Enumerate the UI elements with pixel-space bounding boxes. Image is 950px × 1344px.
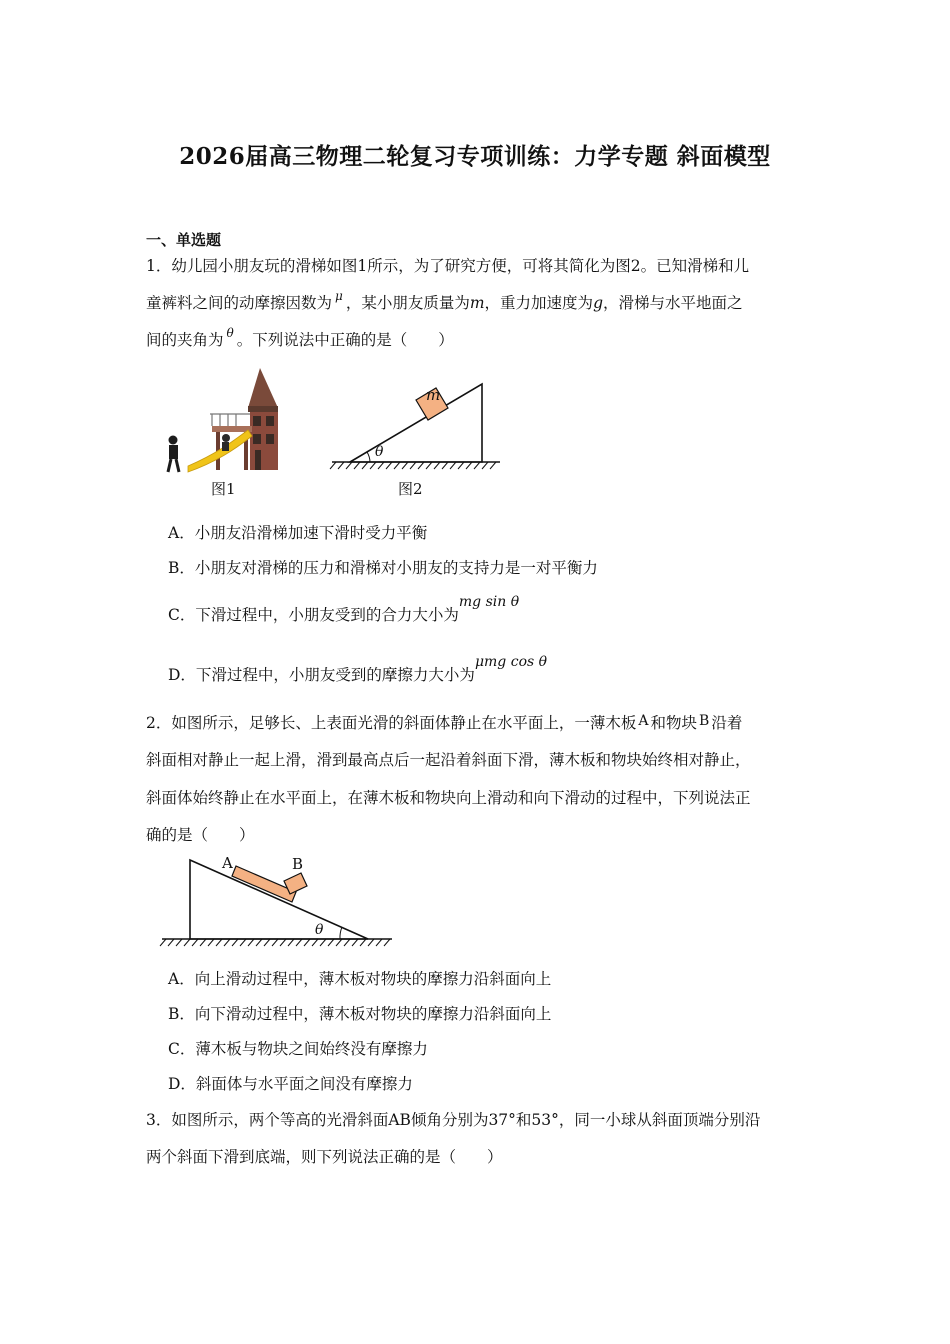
q3-line-1: 3．如图所示，两个等高的光滑斜面AB倾角分别为37°和53°，同一小球从斜面顶端分别沿 xyxy=(146,1111,761,1129)
option-d-text: D．下滑过程中，小朋友受到的摩擦力大小为 xyxy=(168,666,475,684)
q2-text: 2．如图所示，足够长、上表面光滑的斜面体静止在水平面上，一薄木板 xyxy=(146,714,637,732)
q3-line-2: 两个斜面下滑到底端，则下列说法正确的是（ ） xyxy=(146,1148,503,1166)
figure-2-incline-diagram xyxy=(330,370,505,470)
q1-line-3 xyxy=(146,328,454,350)
block-b-label: B xyxy=(292,855,304,873)
q1-option-d[interactable] xyxy=(168,654,548,685)
option-c-text: C．下滑过程中，小朋友受到的合力大小为 xyxy=(168,606,459,624)
figure-1-slide-image xyxy=(160,368,284,474)
g-symbol: g xyxy=(593,294,603,312)
q2-option-a[interactable]: A．向上滑动过程中，薄木板对物块的摩擦力沿斜面向上 xyxy=(168,970,552,988)
q2-line-2: 斜面相对静止一起上滑，滑到最高点后一起沿着斜面下滑，薄木板和物块始终相对静止， xyxy=(146,751,751,769)
figure-2-label: 图2 xyxy=(398,480,423,498)
section-heading: 一、单选题 xyxy=(146,231,222,249)
page-title: 2026届高三物理二轮复习专项训练：力学专题 斜面模型 xyxy=(179,143,771,170)
figure-1-label: 图1 xyxy=(211,480,236,498)
angle-theta-label: θ xyxy=(315,922,324,938)
option-c-formula: mg sin θ xyxy=(458,594,520,610)
block-b-symbol: B xyxy=(699,713,710,729)
q2-text: 和物块 xyxy=(650,714,698,732)
q1-text: 。下列说法中正确的是（ ） xyxy=(236,331,454,349)
q2-line-3: 斜面体始终静止在水平面上，在薄木板和物块向上滑动和向下滑动的过程中，下列说法正 xyxy=(146,789,751,807)
mu-symbol: μ xyxy=(335,289,343,303)
q2-text: 沿着 xyxy=(711,714,743,732)
figure-q2-incline-diagram xyxy=(160,855,395,950)
option-d-formula: μmg cos θ xyxy=(474,654,548,670)
board-a-label: A xyxy=(222,854,233,872)
q2-line-4: 确的是（ ） xyxy=(146,826,255,844)
q2-option-c[interactable]: C．薄木板与物块之间始终没有摩擦力 xyxy=(168,1040,428,1058)
q2-option-d[interactable]: D．斜面体与水平面之间没有摩擦力 xyxy=(168,1075,413,1093)
q1-option-b[interactable]: B．小朋友对滑梯的压力和滑梯对小朋友的支持力是一对平衡力 xyxy=(168,559,598,577)
theta-symbol: θ xyxy=(226,326,234,340)
q1-option-a[interactable]: A．小朋友沿滑梯加速下滑时受力平衡 xyxy=(168,524,428,542)
q1-text: 童裤料之间的动摩擦因数为 xyxy=(146,294,333,312)
angle-theta-label: θ xyxy=(375,444,384,460)
block-m-label: m xyxy=(426,386,441,404)
q1-text: ，某小朋友质量为 xyxy=(345,294,470,312)
q2-option-b[interactable]: B．向下滑动过程中，薄木板对物块的摩擦力沿斜面向上 xyxy=(168,1005,552,1023)
q1-text: ，重力加速度为 xyxy=(484,294,594,312)
q1-text: ，滑梯与水平地面之 xyxy=(603,294,743,312)
q1-text: 间的夹角为 xyxy=(146,331,224,349)
q1-line-2 xyxy=(146,291,743,313)
m-symbol: m xyxy=(469,294,485,312)
board-a-symbol: A xyxy=(638,713,649,729)
q1-option-c[interactable] xyxy=(168,594,520,625)
q2-line-1 xyxy=(146,711,742,733)
q1-line-1: 1．幼儿园小朋友玩的滑梯如图1所示，为了研究方便，可将其简化为图2。已知滑梯和儿 xyxy=(146,257,750,275)
